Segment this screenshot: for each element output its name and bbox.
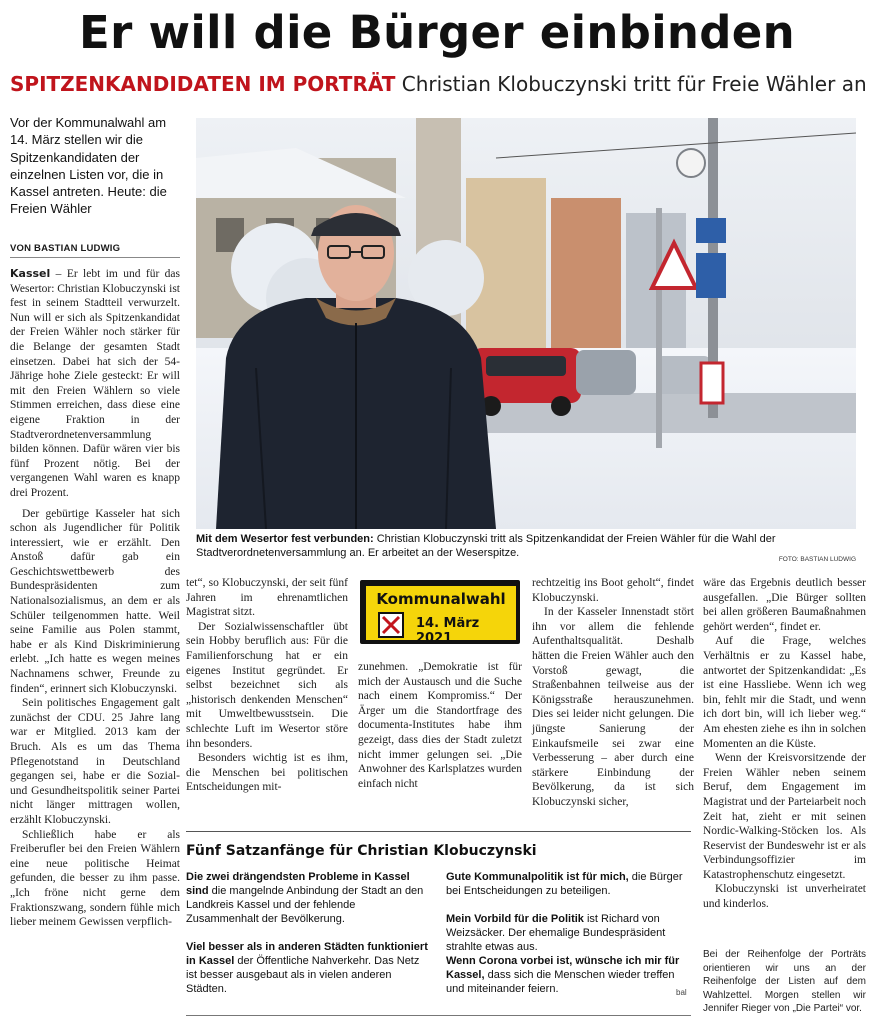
factbox-item-lead: Viel besser als in anderen Städten funktioniert in Kassel xyxy=(186,941,428,967)
paragraph: In der Kasseler Innenstadt stört ihn vor allem die fehlende Aufenthaltsqualität. Deshalb hätten die Freien Wähler auch den Vorstoß gewagt, die Straßenbahnen teilweise aus der Königsstraße herauszunehmen. Dies sei leider nicht gelungen. Die jüngste Sanierung der Einkaufsmeile sei zwar eine Verbesserung – aber durch eine stärkere Einbindung der Bevölkerung, da ist sich Klobuczynski sicher, xyxy=(532,606,694,808)
paragraph: Schließlich habe er als Freiberufler bei den Freien Wählern eine neue politische Heimat gefunden, die besser zu ihm passe. „Ich fröne nicht gerne dem Fraktionszwang, sondern fühle mich lieber meinem Gewissen verpflich- xyxy=(10,828,180,929)
subheadline xyxy=(10,72,870,96)
series-note: Bei der Reihenfolge der Porträts orientieren wir uns an der Reihenfolge der Listen auf dem Wahlzettel. Morgen stellen wir Jennifer Rieger von „Die Partei“ vor. xyxy=(703,949,866,1014)
paragraph-text: – Er lebt im und für das Wesertor: Christian Klobuczynski ist fest in seinem Stadtteil verwurzelt. Nun will er sich als Spitzenkandidat der Freien Wähler noch stärker für die Belange der gesamten Stadt einsetzen. Dabei hat sich der 54-Jährige hohe Ziele gesteckt: Er will mit den Freien Wählern so viele Stimmen erreichen, dass diese eine eigene Fraktion in der Stadtverordnetenversammlung bilden können. Dafür wären vier bis fünf Prozent nötig. Bei der vergangenen Wahl waren es knapp drei Prozent. xyxy=(10,268,180,499)
ballot-cross-icon xyxy=(378,612,404,638)
article-column-3 xyxy=(358,660,522,791)
badge-title: Kommunalwahl xyxy=(376,590,506,608)
paragraph: zunehmen. „Demokratie ist für mich der Austausch und die Suche nach einem Kompromiss.“ Der Ärger um die Standortfrage des documenta-Institutes habe ihm gezeigt, dass dies der Stadt zuletzt nicht immer gelungen sei. „Die Anwohner des Karlsplatzes wurden einfach nicht xyxy=(358,661,522,790)
factbox-item-text: die mangelnde Anbindung der Stadt an den Landkreis Kassel und der fehlende Zusammenhalt der Bevölkerung. xyxy=(186,885,424,925)
paragraph: Besonders wichtig ist es ihm, die Menschen bei politischen Entscheidungen mit- xyxy=(186,752,348,794)
article-column-2 xyxy=(186,576,348,795)
article-column-4 xyxy=(532,576,694,810)
paragraph: Der gebürtige Kasseler hat sich schon als Jugendlicher für Politik interessiert, wie er erzählt. Den Anstoß dafür gab ein Geschichtswettbewerb des Bundespräsidenten zum Nationalsozialismus, an dem er als Schüler teilgenommen hatte. Weil seine Familie aus Polen stammt, habe er als Kind Diskriminierung erlebt. „Ich hatte es wegen meines Nachnamens schwer, Freunde zu finden“, erinnert sich Klobuczynski. xyxy=(10,507,180,695)
factbox-item xyxy=(446,954,691,996)
factbox-item-lead: Wenn Corona vorbei ist, wünsche ich mir für Kassel, xyxy=(446,955,680,981)
paragraph: tet“, so Klobuczynski, der seit fünf Jahren im ehrenamtlichen Magistrat sitzt. xyxy=(186,577,348,619)
byline: VON BASTIAN LUDWIG xyxy=(10,243,180,258)
dateline: Kassel xyxy=(10,267,51,280)
paragraph: wäre das Ergebnis deutlich besser ausgefallen. „Die Bürger sollten bei allen größeren Baumaßnahmen gehört werden“, findet er. xyxy=(703,577,866,633)
factbox-item xyxy=(186,870,431,926)
paragraph: Sein politisches Engagement galt zunächst der CDU. 25 Jahre lang war er Mitglied. 2013 kam der Bruch. Als es um das Thema Pflegenotstand in Deutschland gegangen sei, habe er die Sozial- und Gesundheitspolitik seiner Partei nicht länger mittragen wollen, erzählt Klobuczynski. xyxy=(10,697,180,826)
caption-text: Christian Klobuczynski tritt als Spitzenkandidat der Freien Wähler für die Wahl der Stadtverordnetenversammlung an. Er arbeitet an der Weserspitze. xyxy=(196,533,776,559)
portrait-photo xyxy=(196,118,856,529)
factbox-item-text: dass sich die Menschen wieder treffen und miteinander feiern. xyxy=(446,969,675,995)
headline: Er will die Bürger einbinden xyxy=(79,6,795,59)
article-column-5 xyxy=(703,576,866,912)
factbox-item xyxy=(446,912,691,954)
factbox-bottom-rule xyxy=(186,1015,691,1016)
factbox-item-text: die Bürger bei Entscheidungen zu beteiligen. xyxy=(446,871,683,897)
election-sign xyxy=(365,585,517,646)
subheadline-text: Christian Klobuczynski tritt für Freie Wähler an xyxy=(401,72,867,96)
factbox-title: Fünf Satzanfänge für Christian Klobuczynski xyxy=(186,843,537,859)
section-kicker: SPITZENKANDIDATEN IM PORTRÄT xyxy=(10,72,396,96)
article-column-1 xyxy=(10,267,180,930)
photo-credit: FOTO: BASTIAN LUDWIG xyxy=(778,556,856,563)
factbox-item-text: der Öffentliche Nahverkehr. Das Netz ist besser ausgebaut als in vielen anderen Städten. xyxy=(186,955,420,995)
factbox-item-text: ist Richard von Weizsäcker. Der ehemalige Bundespräsident strahlte etwas aus. xyxy=(446,913,666,953)
photo-caption xyxy=(196,532,856,560)
caption-lead: Mit dem Wesertor fest verbunden: xyxy=(196,533,374,545)
paragraph: Auf die Frage, welches Verhältnis er zu Kassel habe, antwortet der Spitzenkandidat: „Es ist eine Hassliebe. Wenn ich weg bin, fehlt mir die Stadt, und wenn ich dort bin, will ich lieber weg.“ Am ehesten ziehe es ihn in solchen Momenten an die Küste. xyxy=(703,635,866,750)
factbox-item xyxy=(446,870,691,898)
paragraph xyxy=(10,267,180,501)
paragraph: Der Sozialwissenschaftler übt sein Hobby beruflich aus: Für die Familienforschung hat er ein eigenes Institut gegründet. Er selbst bezeichnet sich als „historisch denkenden Menschen“ mit Umweltbewusstsein. Die schlechte Luft im Wesertor störe ihn besonders. xyxy=(186,620,348,750)
factbox-top-rule xyxy=(186,831,691,832)
factbox-item xyxy=(186,940,431,996)
paragraph: rechtzeitig ins Boot geholt“, findet Klobuczynski. xyxy=(532,577,694,604)
intro-text: Vor der Kommunalwahl am 14. März stellen wir die Spitzenkandidaten der einzelnen Listen vor, die in Kassel antreten. Heute: die Freien Wähler xyxy=(10,115,167,217)
factbox-item-lead: Mein Vorbild für die Politik xyxy=(446,913,584,925)
photo-illustration xyxy=(196,118,856,529)
election-badge xyxy=(360,580,520,644)
factbox-signature: bal xyxy=(676,988,687,997)
factbox-item-lead: Gute Kommunalpolitik ist für mich, xyxy=(446,871,629,883)
factbox-item-lead: Die zwei drängendsten Probleme in Kassel sind xyxy=(186,871,410,897)
paragraph: Wenn der Kreisvorsitzende der Freien Wähler neben seinem Beruf, dem Engagement im Magistrat und der Parteiarbeit noch Zeit hat, zieht er mit seinen Nordic-Walking-Stöcken los. Als Reservist der Bundeswehr ist er als Verbindungsoffizier im Katastrophenschutz eingesetzt. xyxy=(703,752,866,881)
badge-date: 14. März 2021 xyxy=(416,616,480,646)
paragraph: Klobuczynski ist unverheiratet und kinderlos. xyxy=(703,883,866,911)
